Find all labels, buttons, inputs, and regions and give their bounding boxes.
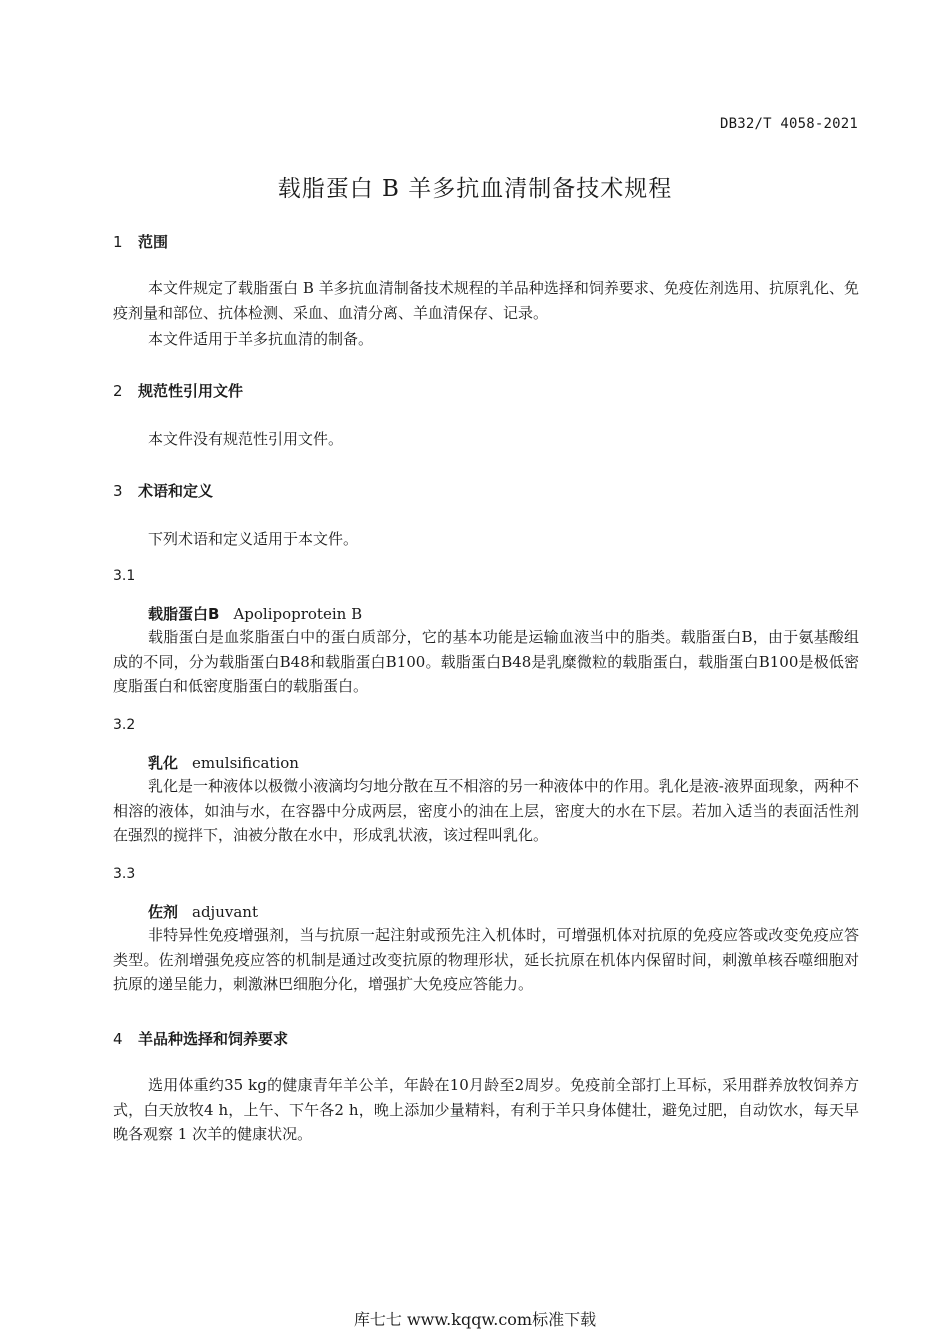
- document-code: DB32/T 4058-2021: [719, 116, 858, 132]
- section-title: 规范性引用文件: [138, 382, 244, 400]
- term-english: emulsification: [192, 754, 299, 772]
- section-title: 范围: [138, 233, 169, 251]
- section-number: 2: [113, 382, 123, 400]
- term-3-2: [148, 752, 299, 773]
- section-heading-1: [113, 231, 168, 252]
- term-number-3-1: 3.1: [113, 568, 136, 584]
- document-title: 载脂蛋白 B 羊多抗血清制备技术规程: [277, 176, 673, 202]
- section-number: 4: [113, 1030, 123, 1048]
- terms-intro-paragraph: 下列术语和定义适用于本文件。: [148, 530, 359, 548]
- term-number-3-3: 3.3: [113, 866, 136, 882]
- term-english: adjuvant: [192, 903, 258, 921]
- term-definition-3-1: 载脂蛋白是血浆脂蛋白中的蛋白质部分，它的基本功能是运输血液当中的脂类。载脂蛋白B，由于氨基酸组成的不同，分为载脂蛋白B48和载脂蛋白B100。载脂蛋白B48是乳糜微粒的载脂蛋白，载脂蛋白B100是极低密度脂蛋白和低密度脂蛋白的载脂蛋白。: [113, 628, 859, 695]
- footer-watermark: 库七七 www.kqqw.com标准下载: [353, 1310, 597, 1329]
- term-3-1: [148, 603, 362, 624]
- sheep-selection-paragraph: 选用体重约35 kg的健康青年羊公羊，年龄在10月龄至2周岁。免疫前全部打上耳标，采用群养放牧饲养方式，白天放牧4 h，上午、下午各2 h，晚上添加少量精料，有利于羊只身体健壮，避免过肥，自动饮水，每天早晚各观察 1 次羊的健康状况。: [113, 1076, 859, 1143]
- term-chinese: 乳化: [148, 754, 179, 772]
- term-number-3-2: 3.2: [113, 717, 136, 733]
- section-heading-2: [113, 380, 243, 401]
- normative-references-paragraph: 本文件没有规范性引用文件。: [148, 430, 344, 448]
- term-chinese: 载脂蛋白B: [148, 605, 220, 623]
- section-title: 羊品种选择和饲养要求: [138, 1030, 289, 1048]
- scope-paragraph: 本文件规定了载脂蛋白 B 羊多抗血清制备技术规程的羊品种选择和饲养要求、免疫佐剂选用、抗原乳化、免疫剂量和部位、抗体检测、采血、血清分离、羊血清保存、记录。: [113, 279, 859, 322]
- section-heading-3: [113, 480, 213, 501]
- scope-applicability-paragraph: 本文件适用于羊多抗血清的制备。: [148, 330, 374, 348]
- term-chinese: 佐剂: [148, 903, 179, 921]
- term-english: Apolipoprotein B: [233, 605, 363, 623]
- section-heading-4: [113, 1028, 288, 1049]
- term-definition-3-2: 乳化是一种液体以极微小液滴均匀地分散在互不相溶的另一种液体中的作用。乳化是液-液界面现象，两种不相溶的液体，如油与水，在容器中分成两层，密度小的油在上层，密度大的水在下层。若加入适当的表面活性剂在强烈的搅拌下，油被分散在水中，形成乳状液，该过程叫乳化。: [113, 777, 859, 844]
- term-3-3: [148, 901, 258, 922]
- term-definition-3-3: 非特异性免疫增强剂，当与抗原一起注射或预先注入机体时，可增强机体对抗原的免疫应答或改变免疫应答类型。佐剂增强免疫应答的机制是通过改变抗原的物理形状，延长抗原在机体内保留时间，刺激单核吞噬细胞对抗原的递呈能力，刺激淋巴细胞分化，增强扩大免疫应答能力。: [113, 926, 859, 993]
- section-title: 术语和定义: [138, 482, 214, 500]
- section-number: 3: [113, 482, 123, 500]
- section-number: 1: [113, 233, 123, 251]
